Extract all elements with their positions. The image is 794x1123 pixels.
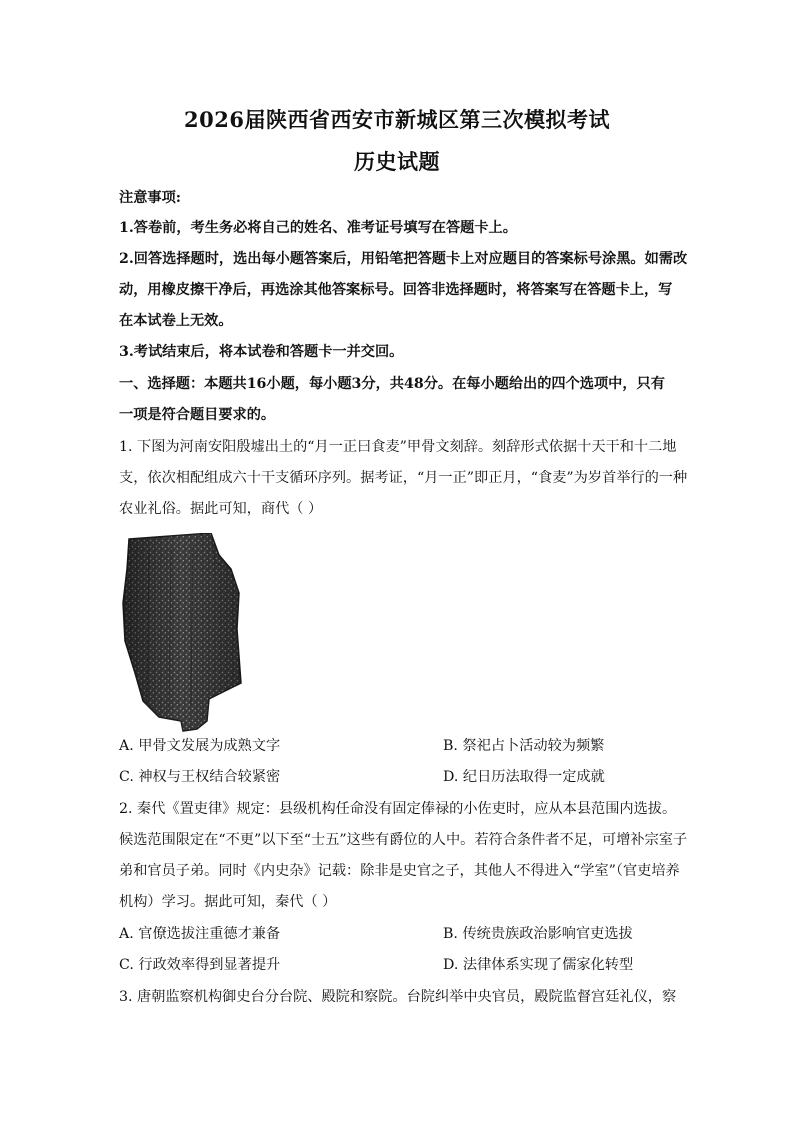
exam-subtitle: 历史试题 xyxy=(354,149,440,174)
question-2-option-d: D. 法律体系实现了儒家化转型 xyxy=(443,957,634,973)
question-1-line-2: 支，依次相配组成六十干支循环序列。据考证，“月一正”即正月，“食麦”为岁首举行的一种 xyxy=(119,470,688,486)
question-2-line-2: 候选范围限定在“不更”以下至“士五”这些有爵位的人中。若符合条件者不足，可增补宗室子 xyxy=(119,832,688,848)
question-2-option-c: C. 行政效率得到显著提升 xyxy=(119,957,281,973)
notice-heading: 注意事项: xyxy=(119,190,181,206)
question-2-line-1: 2. 秦代《置吏律》规定：县级机构任命没有固定俸禄的小佐吏时，应从本县范围内选拔。 xyxy=(119,801,677,817)
notice-item-2-line-3: 在本试卷上无效。 xyxy=(119,313,233,329)
question-1-option-b: B. 祭祀占卜活动较为频繁 xyxy=(443,738,605,754)
section-heading-line-1: 一、选择题：本题共16小题，每小题3分，共48分。在每小题给出的四个选项中，只有 xyxy=(119,376,665,392)
exam-title: 2026届陕西省西安市新城区第三次模拟考试 xyxy=(184,107,610,132)
question-2-option-a: A. 官僚选拔注重德才兼备 xyxy=(119,926,281,942)
question-1-line-1: 1. 下图为河南安阳殷墟出土的“月一正曰食麦”甲骨文刻辞。刻辞形式依据十天干和十二地 xyxy=(119,439,677,455)
section-heading-line-2: 一项是符合题目要求的。 xyxy=(119,407,276,423)
notice-item-2-line-1: 2.回答选择题时，选出每小题答案后，用铅笔把答题卡上对应题目的答案标号涂黑。如需改 xyxy=(119,251,688,267)
question-1-option-c: C. 神权与王权结合较紧密 xyxy=(119,769,281,785)
question-1-option-a: A. 甲骨文发展为成熟文字 xyxy=(119,738,281,754)
notice-item-2-line-2: 动，用橡皮擦干净后，再选涂其他答案标号。回答非选择题时，将答案写在答题卡上，写 xyxy=(119,282,673,298)
question-2-line-3: 弟和官员子弟。同时《内史杂》记载：除非是史官之子，其他人不得进入“学室”（官吏培养 xyxy=(119,863,680,879)
question-1-line-3: 农业礼俗。据此可知，商代（ ） xyxy=(119,501,323,517)
notice-item-1: 1.答卷前，考生务必将自己的姓名、准考证号填写在答题卡上。 xyxy=(119,220,517,236)
question-2-line-4: 机构）学习。据此可知，秦代（ ） xyxy=(119,894,337,910)
notice-item-3: 3.考试结束后，将本试卷和答题卡一并交回。 xyxy=(119,344,404,360)
oracle-bone-image xyxy=(119,533,245,733)
question-2-option-b: B. 传统贵族政治影响官吏选拔 xyxy=(443,926,633,942)
question-3-line-1: 3. 唐朝监察机构御史台分台院、殿院和察院。台院纠举中央官员，殿院监督宫廷礼仪，察 xyxy=(119,989,677,1005)
question-1-option-d: D. 纪日历法取得一定成就 xyxy=(443,769,605,785)
